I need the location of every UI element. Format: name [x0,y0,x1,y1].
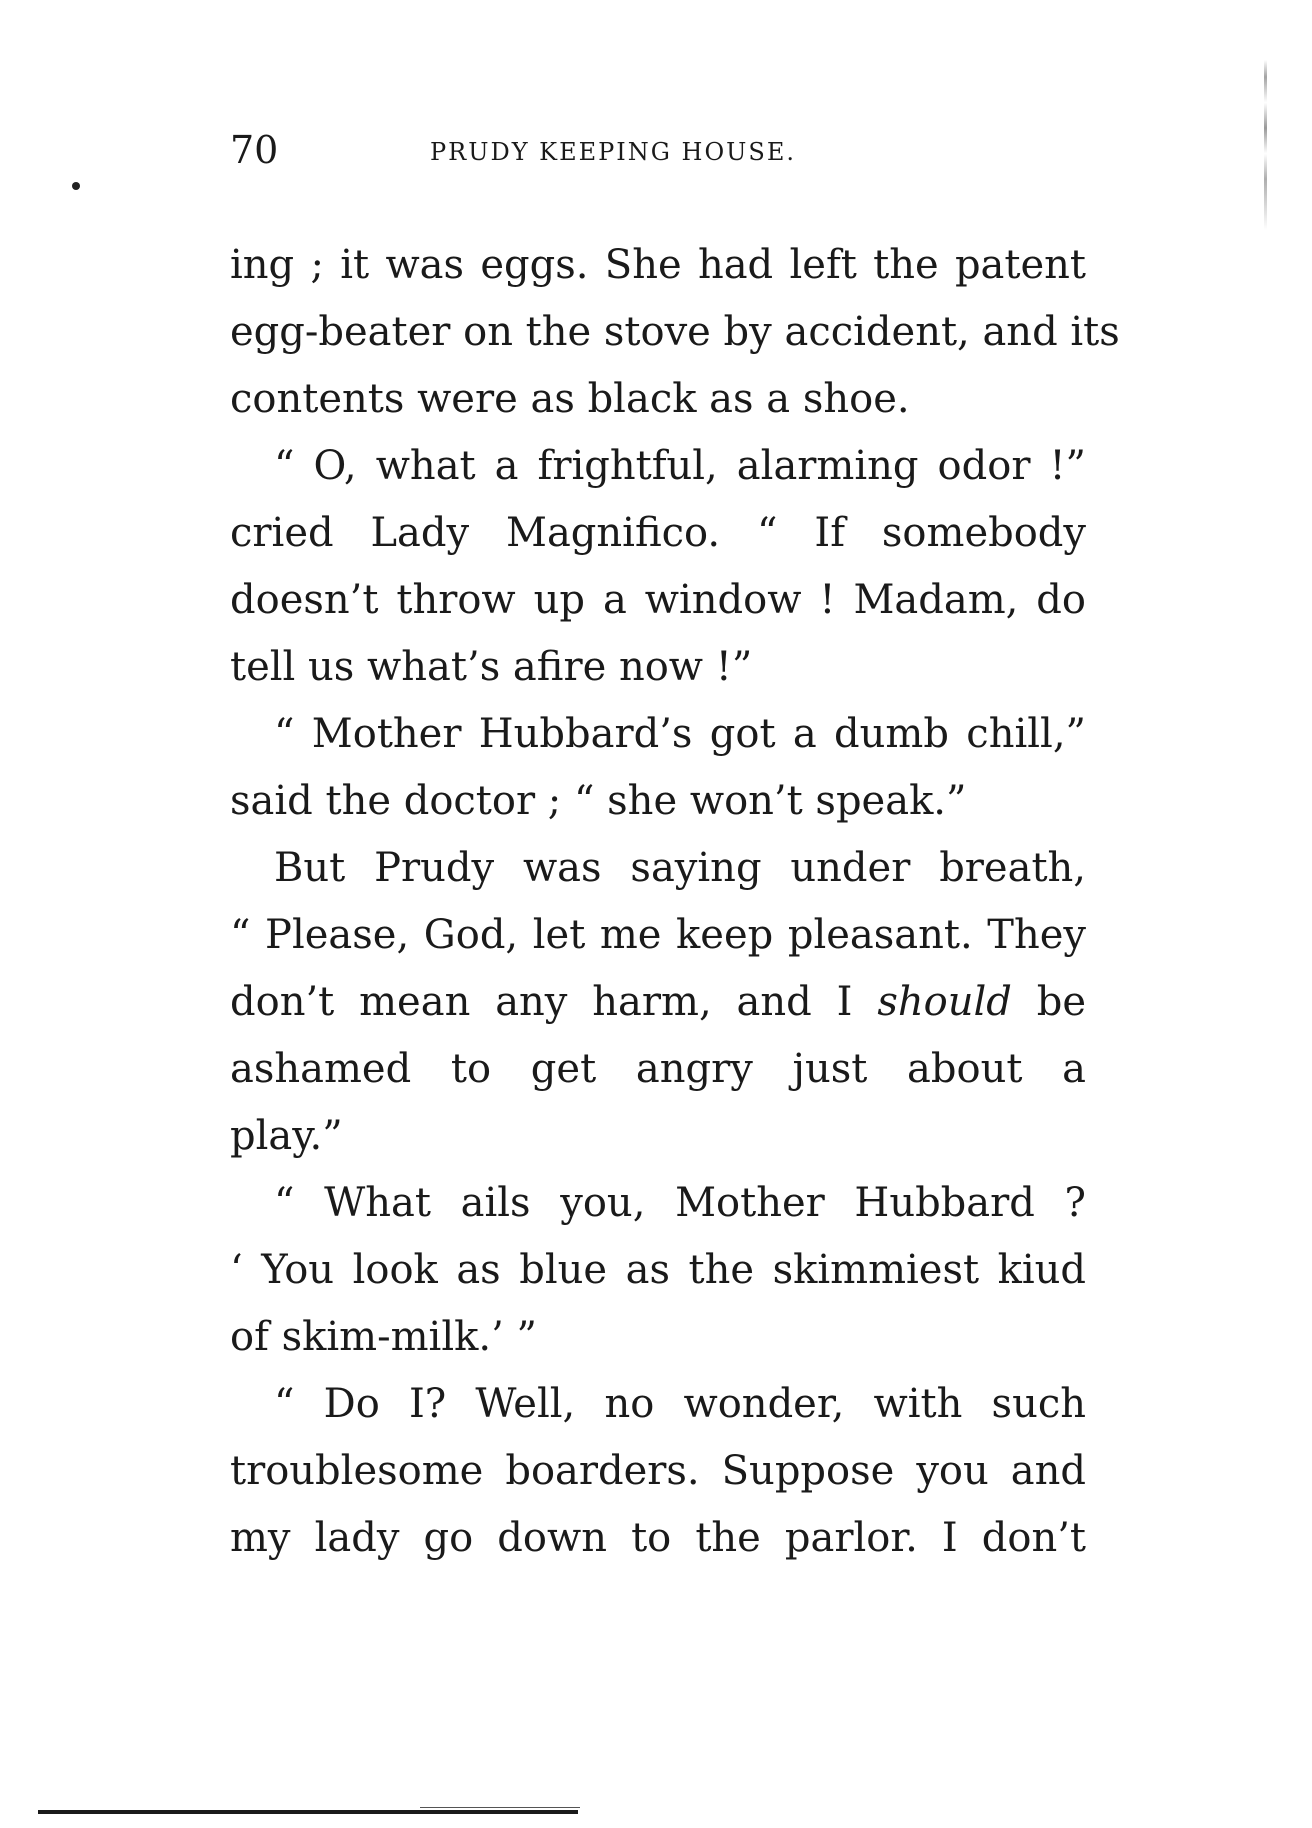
body-text [230,232,1120,1572]
text-line: said the doctor ; “ she won’t speak.” [230,778,967,824]
paragraph [230,835,1086,1170]
text-line: “ What ails you, Mother Hubbard ? [274,1180,1086,1226]
text-line: “ Mother Hubbard’s got a dumb chill,” [274,711,1086,757]
text-fragment: be [1036,979,1087,1025]
text-line: troublesome boarders. Suppose you and [230,1448,1086,1494]
text-line: egg-beater on the stove by accident, and its [230,309,1120,355]
paragraph [230,1170,1086,1371]
paragraph [230,433,1086,701]
ink-speck [72,182,80,190]
paragraph [230,232,1120,433]
paragraph [230,701,1086,835]
text-line: contents were as black as a shoe. [230,376,910,422]
running-title: PRUDY KEEPING HOUSE. [430,138,796,166]
text-line: of skim-milk.’ ” [230,1314,537,1360]
italic-word: should [877,979,1012,1025]
text-line-with-italic [230,969,1086,1036]
text-fragment: don’t mean any harm, and I [230,979,853,1025]
paragraph [230,1371,1086,1572]
scan-edge-mark [1264,60,1267,230]
text-line: “ Do I? Well, no wonder, with such [274,1381,1086,1427]
page-header [230,128,870,172]
text-line: ‘ You look as blue as the skimmiest kiud [230,1247,1086,1293]
text-line: play.” [230,1113,343,1159]
text-line: “ Please, God, let me keep pleasant. They [230,912,1086,958]
text-line: my lady go down to the parlor. I don’t [230,1515,1086,1561]
text-line: But Prudy was saying under breath, [274,845,1086,891]
text-line: ashamed to get angry just about a [230,1046,1086,1092]
page-number: 70 [230,128,279,172]
text-line: doesn’t throw up a window ! Madam, do [230,577,1086,623]
bottom-rule-thin [420,1807,580,1808]
text-line: ing ; it was eggs. She had left the patent [230,242,1086,288]
bottom-rule [38,1810,578,1814]
text-line: tell us what’s afire now !” [230,644,753,690]
text-line: cried Lady Magnifico. “ If somebody [230,510,1086,556]
text-line: “ O, what a frightful, alarming odor !” [274,443,1086,489]
